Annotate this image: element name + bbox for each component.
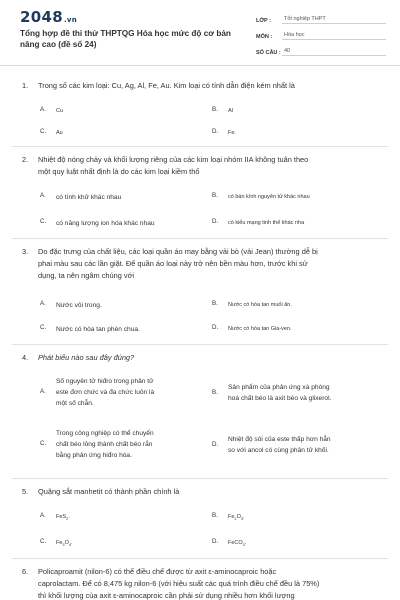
option-formula xyxy=(228,538,382,551)
question-text-line: thì khối lượng của axit ε-aminocaproic cần phải sử dụng nhiều hơn khối lượng xyxy=(38,591,295,600)
meta-row-socau xyxy=(256,42,386,56)
formula-part: Fe xyxy=(228,514,235,520)
option-text: có kiểu mạng tinh thể khác nha xyxy=(228,220,305,226)
option-4b[interactable] xyxy=(212,382,392,404)
option-1d[interactable] xyxy=(212,128,382,139)
meta-row-lop xyxy=(256,10,386,24)
question-text: Phát biểu nào sau đây đúng? xyxy=(38,353,135,362)
option-5b[interactable] xyxy=(212,512,382,525)
option-4d[interactable] xyxy=(212,434,392,456)
option-1c[interactable] xyxy=(40,128,200,139)
option-3c[interactable] xyxy=(40,324,210,335)
option-letter: D. xyxy=(212,128,219,135)
question-text-line: dụng, ta nên ngâm chúng với xyxy=(38,271,135,280)
formula-subscript: 3 xyxy=(62,543,65,548)
formula-tail: . xyxy=(68,514,70,520)
question-divider xyxy=(12,146,388,147)
option-text-line: Nhiệt độ sôi của este thấp hơn hẳn xyxy=(228,436,331,443)
option-letter: B. xyxy=(212,512,218,519)
option-letter: D. xyxy=(212,324,219,331)
option-text xyxy=(228,434,392,456)
option-letter: B. xyxy=(212,106,218,113)
document-title: Tổng hợp đề thi thử THPTQG Hóa học mức độ cơ bản nâng cao (đề số 24) xyxy=(20,29,231,49)
option-text: có năng lượng ion hóa khác nhau xyxy=(56,220,155,227)
meta-value-mon: Hóa học xyxy=(282,32,386,40)
option-letter: A. xyxy=(40,192,46,199)
question-text-line: caprolactam. Để có 8,475 kg nilon-6 (với hiệu suất các quá trình điều chế đều là 75%) xyxy=(38,579,320,588)
question-text-line: một quy luật nhất định là do các kim loại kiềm thổ xyxy=(38,167,200,176)
meta-value-lop: Tốt nghiệp THPT xyxy=(282,16,386,24)
question-1 xyxy=(22,80,392,92)
option-1b[interactable] xyxy=(212,106,382,117)
formula-tail: . xyxy=(244,540,247,546)
formula-part: Fe xyxy=(56,540,63,546)
option-2d[interactable] xyxy=(212,218,392,229)
option-4c[interactable] xyxy=(40,428,208,461)
question-5 xyxy=(22,486,392,498)
meta-label-socau: SỐ CÂU : xyxy=(256,50,281,56)
question-text-line: Nhiệt độ nóng chảy và khối lượng riêng của các kim loại nhóm IIA không tuân theo xyxy=(38,155,309,164)
option-letter: D. xyxy=(212,218,219,225)
question-number: 6. xyxy=(22,567,29,576)
option-text-line: hoá chất béo là axit béo và glixerol. xyxy=(228,395,332,402)
question-number: 5. xyxy=(22,487,29,496)
logo-text: 2048 xyxy=(20,8,63,26)
formula-subscript: 4 xyxy=(68,543,71,548)
question-number: 3. xyxy=(22,247,29,256)
option-1a[interactable] xyxy=(40,106,200,117)
question-divider xyxy=(12,558,388,559)
option-3d[interactable] xyxy=(212,324,392,335)
option-letter: C. xyxy=(40,538,47,545)
option-formula xyxy=(56,512,200,525)
question-number: 1. xyxy=(22,81,29,90)
question-text: Trong số các kim loại: Cu, Ag, Al, Fe, Au. Kim loại có tính dẫn điện kém nhất là xyxy=(38,81,295,90)
option-2a[interactable] xyxy=(40,192,210,203)
exam-header xyxy=(0,0,400,66)
option-5a[interactable] xyxy=(40,512,200,525)
option-letter: B. xyxy=(212,389,218,396)
question-2 xyxy=(22,154,392,178)
meta-label-lop: LỚP : xyxy=(256,18,271,24)
question-4 xyxy=(22,352,392,364)
option-3b[interactable] xyxy=(212,300,392,311)
option-3a[interactable] xyxy=(40,300,210,311)
option-formula xyxy=(56,538,200,551)
exam-meta xyxy=(256,10,386,58)
option-letter: D. xyxy=(212,538,219,545)
question-divider xyxy=(12,238,388,239)
question-text-line: phai màu sau các lần giặt. Để quần áo loại này trở nên bền màu hơn, trước khi sử xyxy=(38,259,308,268)
question-text-line: Do đặc trưng của chất liệu, các loại quần áo may bằng vải bò (vải Jean) thường dễ bị xyxy=(38,247,318,256)
option-2c[interactable] xyxy=(40,218,210,229)
option-text: Fe. xyxy=(228,130,236,136)
option-text-line: một số chẵn. xyxy=(56,400,94,407)
question-6 xyxy=(22,566,392,600)
meta-label-mon: MÔN : xyxy=(256,34,273,40)
option-text xyxy=(228,382,392,404)
option-text-line: este đơn chức và đa chức luôn là xyxy=(56,389,155,396)
option-text xyxy=(56,376,208,409)
option-text: Nước có hòa tan phèn chua. xyxy=(56,326,140,333)
formula-subscript: 3 xyxy=(240,517,243,522)
option-text: có bán kính nguyên tử khác nhau xyxy=(228,194,310,200)
option-text: Au xyxy=(56,130,63,136)
formula-part: FeS xyxy=(56,514,67,520)
option-text: Cu xyxy=(56,108,64,114)
option-text: Al xyxy=(228,108,233,114)
option-text-line: chất béo lỏng thành chất béo rắn xyxy=(56,441,153,448)
option-formula xyxy=(228,512,382,525)
formula-part: FeCO xyxy=(228,540,243,546)
option-5c[interactable] xyxy=(40,538,200,551)
meta-value-socau: 40 xyxy=(282,48,386,56)
question-3 xyxy=(22,246,392,282)
formula-part: O xyxy=(236,514,241,520)
option-2b[interactable] xyxy=(212,192,392,203)
option-text: Nước có hòa tan muối ăn. xyxy=(228,302,292,308)
option-letter: A. xyxy=(40,512,46,519)
option-text-line: so với ancol có cùng phân tử khối. xyxy=(228,447,329,454)
option-letter: C. xyxy=(40,218,47,225)
brand-logo[interactable] xyxy=(20,8,77,26)
logo-suffix: .vn xyxy=(63,16,78,24)
option-letter: C. xyxy=(40,324,47,331)
option-letter: C. xyxy=(40,440,47,447)
option-text-line: bằng phản ứng hiđro hóa. xyxy=(56,452,132,459)
option-letter: C. xyxy=(40,128,47,135)
option-text: Nước vôi trong. xyxy=(56,302,102,309)
question-number: 4. xyxy=(22,353,29,362)
option-letter: B. xyxy=(212,192,218,199)
option-letter: A. xyxy=(40,388,46,395)
formula-subscript: 3 xyxy=(242,543,245,548)
option-text-line: Trong công nghiệp có thể chuyển xyxy=(56,430,154,437)
formula-part: O xyxy=(64,540,69,546)
formula-tail: . xyxy=(70,540,73,546)
formula-subscript: 2 xyxy=(66,517,69,522)
question-text-line: Policaproamit (nilon-6) có thể điều chế được từ axit ε-aminocaproic hoặc xyxy=(38,567,277,576)
option-text-line: Số nguyên tử hiđro trong phân tử xyxy=(56,378,154,385)
option-5d[interactable] xyxy=(212,538,382,551)
option-letter: A. xyxy=(40,300,46,307)
question-divider xyxy=(12,478,388,479)
question-divider xyxy=(12,344,388,345)
option-letter: D. xyxy=(212,441,219,448)
formula-subscript: 2 xyxy=(234,517,237,522)
question-text: Quặng sắt manhetit có thành phần chính là xyxy=(38,487,180,496)
option-letter: B. xyxy=(212,300,218,307)
option-text xyxy=(56,428,208,461)
option-4a[interactable] xyxy=(40,376,208,409)
option-letter: A. xyxy=(40,106,46,113)
option-text: Nước có hòa tan Gia-ven. xyxy=(228,326,292,332)
option-text: có tính khử khác nhau xyxy=(56,194,122,201)
question-number: 2. xyxy=(22,155,29,164)
option-text-line: Sản phẩm của phản ứng xà phòng xyxy=(228,384,330,391)
formula-tail: . xyxy=(242,514,245,520)
meta-row-mon xyxy=(256,26,386,40)
